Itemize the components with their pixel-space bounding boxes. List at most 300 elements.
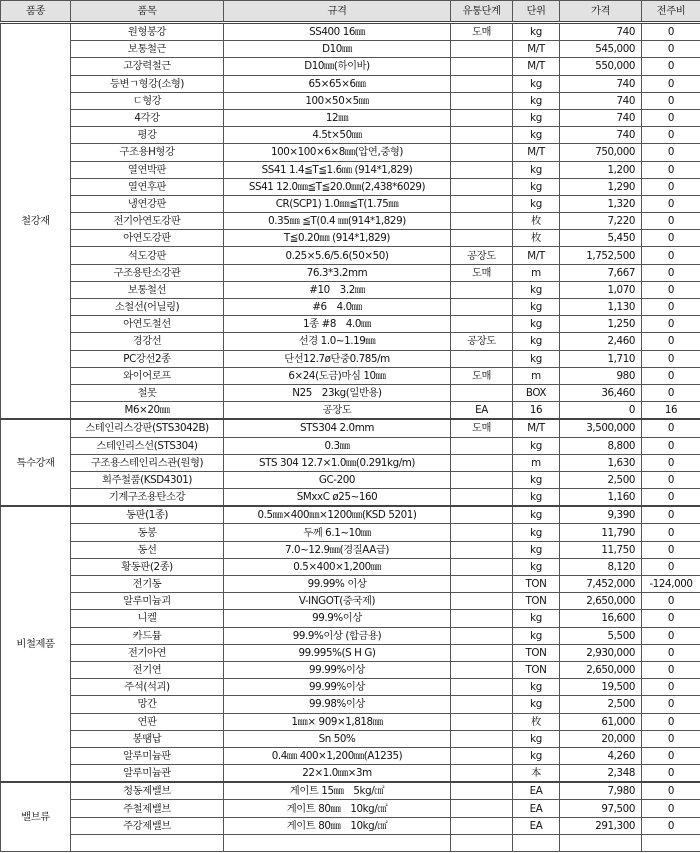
table-row — [1, 765, 700, 783]
table-row — [1, 350, 700, 367]
table-row — [1, 367, 700, 384]
spec-cell: 100×100×6×8㎜(압연,중형) — [224, 144, 451, 161]
spec-cell: 단선12.7ø단중0.785/m — [224, 350, 451, 367]
price-cell: 7,980 — [560, 782, 642, 800]
spec-cell: #6 4.0㎜ — [224, 299, 451, 316]
change-cell: 0 — [642, 230, 700, 247]
header-spec: 규격 — [224, 1, 451, 23]
distribution-cell — [451, 350, 513, 367]
price-cell: 750,000 — [560, 144, 642, 161]
distribution-cell — [451, 765, 513, 783]
unit-cell: 16 — [513, 402, 560, 420]
price-cell: 7,452,000 — [560, 576, 642, 593]
item-name-cell: 알루미늄관 — [71, 765, 224, 783]
item-name-cell: 주석(석괴) — [71, 679, 224, 696]
unit-cell: kg — [513, 558, 560, 575]
unit-cell: EA — [513, 817, 560, 834]
item-name-cell: 구조용스테인리스관(원형) — [71, 454, 224, 471]
spec-cell: 7.0~12.9㎜(경질AA급) — [224, 541, 451, 558]
distribution-cell: 도매 — [451, 367, 513, 384]
change-cell: 0 — [642, 333, 700, 350]
item-name-cell: 열연후판 — [71, 178, 224, 195]
change-cell: 0 — [642, 264, 700, 281]
header-change: 전주비 — [642, 1, 700, 23]
price-cell: 1,320 — [560, 195, 642, 212]
distribution-cell: 도매 — [451, 23, 513, 41]
distribution-cell — [451, 506, 513, 524]
unit-cell: kg — [513, 178, 560, 195]
change-cell: 16 — [642, 402, 700, 420]
unit-cell: kg — [513, 316, 560, 333]
change-cell: 0 — [642, 782, 700, 800]
table-row — [1, 730, 700, 747]
distribution-cell — [451, 178, 513, 195]
change-cell: 0 — [642, 367, 700, 384]
item-name-cell: 등변ㄱ형강(소형) — [71, 75, 224, 92]
spec-cell: STS304 2.0mm — [224, 419, 451, 437]
item-name-cell: 고장력철근 — [71, 58, 224, 75]
item-name-cell: 와이어로프 — [71, 367, 224, 384]
distribution-cell — [451, 58, 513, 75]
spec-cell: 0.35㎜ ≦T(0.4 ㎜(914*1,829) — [224, 213, 451, 230]
item-name-cell: 냉연강판 — [71, 195, 224, 212]
distribution-cell — [451, 524, 513, 541]
table-row — [1, 489, 700, 507]
change-cell: 0 — [642, 730, 700, 747]
spec-cell: SS400 16㎜ — [224, 23, 451, 41]
spec-cell: 0.4㎜ 400×1,200㎜(A1235) — [224, 747, 451, 764]
spec-cell: 76.3*3.2mm — [224, 264, 451, 281]
distribution-cell — [451, 541, 513, 558]
unit-cell: kg — [513, 299, 560, 316]
table-row — [1, 593, 700, 610]
item-name-cell: 연판 — [71, 713, 224, 730]
change-cell: 0 — [642, 713, 700, 730]
change-cell: 0 — [642, 247, 700, 264]
spec-cell: 6×24(도금)마심 10㎜ — [224, 367, 451, 384]
unit-cell: kg — [513, 696, 560, 713]
item-name-cell: 소철선(어닐링) — [71, 299, 224, 316]
table-row — [1, 109, 700, 126]
change-cell: 0 — [642, 610, 700, 627]
distribution-cell — [451, 730, 513, 747]
category-cell: 철강재 — [1, 23, 71, 420]
item-name-cell: M6×20㎜ — [71, 402, 224, 420]
distribution-cell — [451, 800, 513, 817]
table-row — [1, 644, 700, 661]
change-cell: 0 — [642, 524, 700, 541]
change-cell: 0 — [642, 213, 700, 230]
price-cell: 20,000 — [560, 730, 642, 747]
group-3 — [1, 506, 700, 782]
unit-cell: m — [513, 264, 560, 281]
change-cell: 0 — [642, 489, 700, 507]
spec-cell: SMxxC ø25~160 — [224, 489, 451, 507]
spec-cell: 1종 #8 4.0㎜ — [224, 316, 451, 333]
table-row — [1, 213, 700, 230]
item-name-cell: 스테인리스선(STS304) — [71, 437, 224, 454]
change-cell — [642, 834, 700, 851]
change-cell: 0 — [642, 195, 700, 212]
table-row — [1, 316, 700, 333]
change-cell: 0 — [642, 800, 700, 817]
change-cell: 0 — [642, 178, 700, 195]
price-cell: 1,130 — [560, 299, 642, 316]
item-name-cell: 전기아연도강판 — [71, 213, 224, 230]
table-row — [1, 506, 700, 524]
item-name-cell: ㄷ형강 — [71, 92, 224, 109]
item-name-cell: 알루미늄괴 — [71, 593, 224, 610]
spec-cell: 게이트 80㎜ 10kg/㎠ — [224, 817, 451, 834]
item-name-cell: 주강제밸브 — [71, 817, 224, 834]
table-row — [1, 58, 700, 75]
table-row — [1, 524, 700, 541]
change-cell: 0 — [642, 75, 700, 92]
price-cell: 1,200 — [560, 161, 642, 178]
spec-cell: 4.5t×50㎜ — [224, 127, 451, 144]
price-cell: 545,000 — [560, 41, 642, 58]
distribution-cell — [451, 834, 513, 851]
price-cell: 7,220 — [560, 213, 642, 230]
item-name-cell: 회주철품(KSD4301) — [71, 471, 224, 488]
table-row — [1, 437, 700, 454]
unit-cell: kg — [513, 471, 560, 488]
table-row — [1, 696, 700, 713]
table-row — [1, 75, 700, 92]
price-cell: 1,752,500 — [560, 247, 642, 264]
unit-cell: kg — [513, 350, 560, 367]
change-cell: 0 — [642, 281, 700, 298]
spec-cell: STS 304 12.7×1.0㎜(0.291kg/m) — [224, 454, 451, 471]
item-name-cell: 구조용탄소강관 — [71, 264, 224, 281]
unit-cell: kg — [513, 730, 560, 747]
distribution-cell — [451, 161, 513, 178]
price-cell: 740 — [560, 109, 642, 126]
unit-cell: BOX — [513, 384, 560, 401]
distribution-cell — [451, 299, 513, 316]
spec-cell: 100×50×5㎜ — [224, 92, 451, 109]
distribution-cell — [451, 230, 513, 247]
unit-cell: kg — [513, 437, 560, 454]
distribution-cell — [451, 281, 513, 298]
table-row — [1, 41, 700, 58]
change-cell: 0 — [642, 419, 700, 437]
unit-cell: TON — [513, 593, 560, 610]
distribution-cell: EA — [451, 402, 513, 420]
item-name-cell: 청동제밸브 — [71, 782, 224, 800]
table-row — [1, 541, 700, 558]
price-cell: 36,460 — [560, 384, 642, 401]
price-cell: 2,650,000 — [560, 593, 642, 610]
change-cell: 0 — [642, 58, 700, 75]
distribution-cell — [451, 316, 513, 333]
price-cell: 1,070 — [560, 281, 642, 298]
unit-cell: M/T — [513, 419, 560, 437]
item-name-cell: 니켈 — [71, 610, 224, 627]
category-cell: 비철제품 — [1, 506, 71, 782]
price-cell: 1,630 — [560, 454, 642, 471]
spec-cell: 게이트 15㎜ 5kg/㎠ — [224, 782, 451, 800]
change-cell: 0 — [642, 384, 700, 401]
price-cell: 5,500 — [560, 627, 642, 644]
distribution-cell — [451, 92, 513, 109]
unit-cell: TON — [513, 576, 560, 593]
header-item: 품목 — [71, 1, 224, 23]
distribution-cell — [451, 127, 513, 144]
item-name-cell: 아연도강판 — [71, 230, 224, 247]
unit-cell: kg — [513, 23, 560, 41]
distribution-cell — [451, 144, 513, 161]
unit-cell: kg — [513, 161, 560, 178]
table-row — [1, 834, 700, 851]
distribution-cell — [451, 41, 513, 58]
price-cell: 550,000 — [560, 58, 642, 75]
unit-cell: TON — [513, 661, 560, 678]
table-row — [1, 92, 700, 109]
unit-cell: EA — [513, 782, 560, 800]
change-cell: 0 — [642, 471, 700, 488]
change-cell: 0 — [642, 644, 700, 661]
spec-cell: 22×1.0㎜×3m — [224, 765, 451, 783]
unit-cell: m — [513, 367, 560, 384]
spec-cell: 공장도 — [224, 402, 451, 420]
change-cell: 0 — [642, 747, 700, 764]
item-name-cell: 보통철근 — [71, 41, 224, 58]
spec-cell: 99.995%(S H G) — [224, 644, 451, 661]
spec-cell: 0.5㎜×400㎜×1200㎜(KSD 5201) — [224, 506, 451, 524]
change-cell: 0 — [642, 41, 700, 58]
spec-cell: 99.99%이상 — [224, 661, 451, 678]
category-cell: 밸브류 — [1, 782, 71, 851]
price-cell: 97,500 — [560, 800, 642, 817]
price-cell: 740 — [560, 75, 642, 92]
item-name-cell: 봉땜납 — [71, 730, 224, 747]
table-row — [1, 195, 700, 212]
spec-cell: 99.99%이상 — [224, 679, 451, 696]
distribution-cell — [451, 782, 513, 800]
table-row — [1, 384, 700, 401]
distribution-cell — [451, 713, 513, 730]
change-cell: 0 — [642, 765, 700, 783]
spec-cell: 12㎜ — [224, 109, 451, 126]
item-name-cell: 스테인리스강판(STS3042B) — [71, 419, 224, 437]
category-cell: 특수강재 — [1, 419, 71, 506]
item-name-cell: 주철제밸브 — [71, 800, 224, 817]
unit-cell: 枚 — [513, 230, 560, 247]
table-row — [1, 713, 700, 730]
item-name-cell: 알루미늄판 — [71, 747, 224, 764]
spec-cell: 게이트 80㎜ 10kg/㎠ — [224, 800, 451, 817]
price-cell: 8,120 — [560, 558, 642, 575]
price-cell: 1,160 — [560, 489, 642, 507]
distribution-cell — [451, 437, 513, 454]
table-row — [1, 800, 700, 817]
item-name-cell — [71, 834, 224, 851]
distribution-cell — [451, 489, 513, 507]
item-name-cell: 평강 — [71, 127, 224, 144]
spec-cell: 0.25×5.6/5.6(50×50) — [224, 247, 451, 264]
change-cell: 0 — [642, 23, 700, 41]
unit-cell: EA — [513, 800, 560, 817]
unit-cell: m — [513, 454, 560, 471]
unit-cell: 本 — [513, 765, 560, 783]
distribution-cell — [451, 576, 513, 593]
unit-cell: kg — [513, 541, 560, 558]
price-cell: 9,390 — [560, 506, 642, 524]
change-cell: -124,000 — [642, 576, 700, 593]
change-cell: 0 — [642, 696, 700, 713]
price-cell: 61,000 — [560, 713, 642, 730]
distribution-cell: 도매 — [451, 419, 513, 437]
unit-cell: TON — [513, 644, 560, 661]
item-name-cell: PC강선2종 — [71, 350, 224, 367]
distribution-cell — [451, 384, 513, 401]
distribution-cell — [451, 109, 513, 126]
table-row — [1, 679, 700, 696]
unit-cell: kg — [513, 524, 560, 541]
price-cell: 1,710 — [560, 350, 642, 367]
price-cell: 2,650,000 — [560, 661, 642, 678]
header-distribution: 유통단계 — [451, 1, 513, 23]
unit-cell: 枚 — [513, 713, 560, 730]
distribution-cell — [451, 661, 513, 678]
distribution-cell — [451, 817, 513, 834]
table-row — [1, 558, 700, 575]
distribution-cell — [451, 195, 513, 212]
price-cell: 740 — [560, 127, 642, 144]
header-row — [1, 1, 700, 23]
unit-cell: M/T — [513, 41, 560, 58]
unit-cell: kg — [513, 627, 560, 644]
distribution-cell — [451, 454, 513, 471]
change-cell: 0 — [642, 109, 700, 126]
spec-cell: #10 3.2㎜ — [224, 281, 451, 298]
item-name-cell: 황동판(2종) — [71, 558, 224, 575]
table-row — [1, 782, 700, 800]
price-cell: 19,500 — [560, 679, 642, 696]
change-cell: 0 — [642, 92, 700, 109]
change-cell: 0 — [642, 541, 700, 558]
price-cell: 2,460 — [560, 333, 642, 350]
distribution-cell — [451, 593, 513, 610]
price-cell: 11,750 — [560, 541, 642, 558]
item-name-cell: 경강선 — [71, 333, 224, 350]
spec-cell: SS41 1.4≦T≦1.6㎜ (914*1,829) — [224, 161, 451, 178]
header-unit: 단위 — [513, 1, 560, 23]
unit-cell: M/T — [513, 144, 560, 161]
item-name-cell: 동판(1종) — [71, 506, 224, 524]
unit-cell: kg — [513, 506, 560, 524]
header-price: 가격 — [560, 1, 642, 23]
item-name-cell: 석도강판 — [71, 247, 224, 264]
spec-cell — [224, 834, 451, 851]
table-row — [1, 23, 700, 41]
unit-cell: kg — [513, 281, 560, 298]
table-row — [1, 576, 700, 593]
unit-cell: 枚 — [513, 213, 560, 230]
table-row — [1, 230, 700, 247]
price-cell: 2,500 — [560, 471, 642, 488]
unit-cell: kg — [513, 747, 560, 764]
table-row — [1, 661, 700, 678]
change-cell: 0 — [642, 161, 700, 178]
price-cell: 3,500,000 — [560, 419, 642, 437]
spec-cell: SS41 12.0㎜≦T≦20.0㎜(2,438*6029) — [224, 178, 451, 195]
change-cell: 0 — [642, 437, 700, 454]
spec-cell: 99.99% 이상 — [224, 576, 451, 593]
distribution-cell: 도매 — [451, 264, 513, 281]
unit-cell: M/T — [513, 58, 560, 75]
table-row — [1, 471, 700, 488]
price-cell: 2,348 — [560, 765, 642, 783]
table-row — [1, 281, 700, 298]
change-cell: 0 — [642, 127, 700, 144]
table-row — [1, 247, 700, 264]
spec-cell: 0.5×400×1,200㎜ — [224, 558, 451, 575]
distribution-cell — [451, 213, 513, 230]
distribution-cell — [451, 471, 513, 488]
table-row — [1, 178, 700, 195]
item-name-cell: 구조용H형강 — [71, 144, 224, 161]
spec-cell: D10㎜(하이바) — [224, 58, 451, 75]
item-name-cell: 전기아연 — [71, 644, 224, 661]
price-cell: 11,790 — [560, 524, 642, 541]
item-name-cell: 기계구조용탄소강 — [71, 489, 224, 507]
group-4 — [1, 782, 700, 851]
distribution-cell — [451, 679, 513, 696]
unit-cell: kg — [513, 127, 560, 144]
change-cell: 0 — [642, 316, 700, 333]
price-cell: 5,450 — [560, 230, 642, 247]
table-row — [1, 144, 700, 161]
distribution-cell: 공장도 — [451, 247, 513, 264]
price-cell: 7,667 — [560, 264, 642, 281]
table-row — [1, 299, 700, 316]
unit-cell: kg — [513, 333, 560, 350]
change-cell: 0 — [642, 506, 700, 524]
spec-cell: 99.9%이상 — [224, 610, 451, 627]
group-2 — [1, 419, 700, 506]
change-cell: 0 — [642, 817, 700, 834]
spec-cell: 99.9%이상 (합금용) — [224, 627, 451, 644]
spec-cell: T≦0.20㎜ (914*1,829) — [224, 230, 451, 247]
table-row — [1, 127, 700, 144]
unit-cell: kg — [513, 109, 560, 126]
table-row — [1, 333, 700, 350]
price-cell: 8,800 — [560, 437, 642, 454]
unit-cell: kg — [513, 92, 560, 109]
distribution-cell — [451, 747, 513, 764]
unit-cell: kg — [513, 610, 560, 627]
item-name-cell: 망간 — [71, 696, 224, 713]
change-cell: 0 — [642, 627, 700, 644]
spec-cell: CR(SCP1) 1.0㎜≦T(1.75㎜ — [224, 195, 451, 212]
unit-cell: M/T — [513, 247, 560, 264]
distribution-cell — [451, 627, 513, 644]
price-cell — [560, 834, 642, 851]
price-cell: 980 — [560, 367, 642, 384]
spec-cell: 99.98%이상 — [224, 696, 451, 713]
distribution-cell — [451, 558, 513, 575]
item-name-cell: 전기동 — [71, 576, 224, 593]
price-cell: 16,600 — [560, 610, 642, 627]
distribution-cell — [451, 610, 513, 627]
spec-cell: N25 23kg(일반용) — [224, 384, 451, 401]
header-category: 품종 — [1, 1, 71, 23]
change-cell: 0 — [642, 558, 700, 575]
change-cell: 0 — [642, 593, 700, 610]
spec-cell: GC-200 — [224, 471, 451, 488]
